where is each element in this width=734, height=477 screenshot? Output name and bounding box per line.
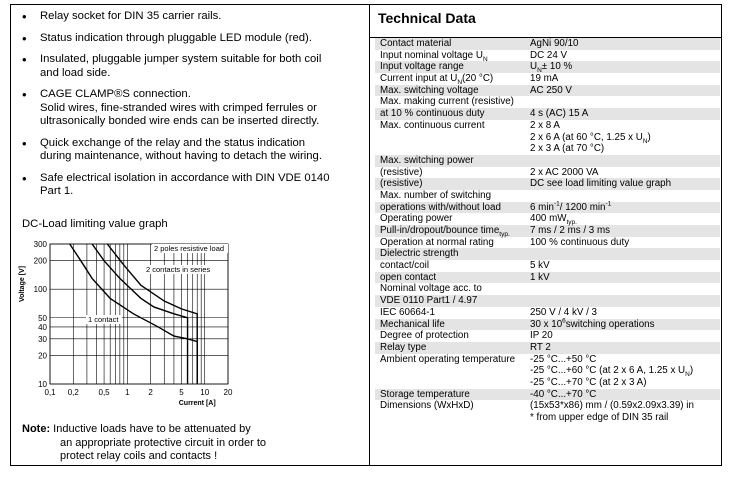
technical-data-table [375, 38, 720, 424]
spec-label [375, 412, 530, 424]
spec-row [375, 272, 720, 284]
y-axis-label: Voltage [V] [19, 265, 26, 303]
spec-row [375, 202, 720, 214]
y-tick-label: 20 [38, 351, 47, 361]
spec-label [375, 167, 530, 179]
spec-label [375, 120, 530, 132]
spec-text: Current input at U [380, 73, 458, 85]
x-axis-label: Current [A] [178, 400, 216, 407]
spec-value [530, 38, 720, 50]
technical-data-panel [375, 8, 720, 423]
spec-text: Degree of protection [380, 330, 469, 342]
spec-value [530, 377, 720, 389]
spec-row [375, 73, 720, 85]
spec-label [375, 307, 530, 319]
spec-row [375, 120, 720, 132]
spec-text: Max. continuous current [380, 119, 485, 131]
spec-row [375, 155, 720, 167]
spec-value [530, 213, 720, 225]
spec-label [375, 38, 530, 50]
spec-label [375, 354, 530, 366]
spec-text: Storage temperature [380, 388, 470, 400]
feature-line: • Safe electrical isolation in accordance with DIN VDE 0140 [40, 171, 330, 184]
feature-line: Solid wires, fine-stranded wires with crimped ferrules or [40, 101, 317, 114]
spec-text: 5 kV [530, 260, 550, 272]
spec-text: 1 kV [530, 271, 550, 283]
x-tick-label: 2 [148, 388, 153, 397]
spec-text: Operating power [380, 213, 453, 225]
spec-text: N [482, 55, 488, 63]
spec-value [530, 283, 720, 295]
spec-row [375, 225, 720, 237]
spec-row [375, 132, 720, 144]
spec-text: Relay type [380, 341, 427, 353]
spec-text: DC 24 V [530, 49, 568, 61]
spec-row [375, 237, 720, 249]
spec-text: 100 % continuous duty [530, 236, 630, 248]
spec-text: (15x53*x86) mm / (0.59x2.09x3.39) in [530, 400, 694, 412]
spec-row [375, 38, 720, 50]
spec-text: 7 ms / 2 ms / 3 ms [530, 225, 611, 236]
spec-row [375, 248, 720, 260]
spec-label [375, 85, 530, 97]
feature-item [22, 32, 362, 46]
graph-title: DC-Load limiting value graph [22, 218, 168, 230]
spec-value [530, 307, 720, 319]
spec-value [530, 389, 720, 401]
spec-text: switching operations [565, 318, 655, 330]
spec-text: N [537, 67, 542, 75]
spec-text: N [685, 371, 690, 379]
spec-label [375, 319, 530, 331]
spec-row [375, 412, 720, 424]
spec-row [375, 85, 720, 97]
spec-text: 400 mW [530, 213, 567, 225]
spec-text: open contact [380, 271, 437, 283]
spec-text: 6 min [530, 201, 554, 213]
spec-row [375, 178, 720, 190]
spec-text: at 10 % continuous duty [380, 108, 485, 120]
feature-line: Part 1. [40, 185, 74, 197]
feature-item [22, 88, 362, 129]
dc-load-graph [16, 236, 236, 416]
x-tick-label: 10 [200, 388, 210, 397]
spec-value [530, 132, 720, 144]
spec-label [375, 190, 530, 202]
spec-row [375, 365, 720, 377]
spec-text: Dimensions (WxHxD) [380, 400, 474, 412]
x-tick-label: 5 [179, 388, 184, 397]
spec-text: AgNi 90/10 [530, 38, 579, 49]
y-tick-label: 30 [38, 334, 47, 344]
spec-label [375, 283, 530, 295]
spec-text: ± 10 % [541, 61, 573, 73]
spec-value [530, 61, 720, 73]
column-divider [369, 4, 370, 466]
spec-text: -25 °C...+50 °C [530, 353, 597, 365]
spec-text: -1 [605, 200, 612, 208]
spec-text: DC see load limiting value graph [530, 178, 672, 190]
spec-text: contact/coil [380, 260, 430, 272]
spec-value [530, 108, 720, 120]
spec-label [375, 225, 530, 237]
y-tick-label: 50 [38, 313, 47, 323]
x-tick-label: 0,1 [44, 388, 56, 397]
spec-text: operations with/without load [380, 201, 501, 213]
spec-text: Nominal voltage acc. to [380, 283, 482, 295]
feature-line: • Relay socket for DIN 35 carrier rails. [40, 10, 222, 22]
spec-text: 250 V / 4 kV / 3 [530, 306, 597, 318]
spec-label [375, 202, 530, 214]
spec-row [375, 108, 720, 120]
series-label: 2 poles resistive load [154, 244, 225, 253]
spec-row [375, 283, 720, 295]
spec-text: Max. making current (resistive) [380, 96, 514, 108]
spec-label [375, 342, 530, 354]
spec-text: * from upper edge of DIN 35 rail [530, 412, 669, 423]
spec-text: (20 °C) [462, 73, 494, 85]
spec-text: ) [647, 131, 651, 143]
spec-text: / 1200 min [559, 201, 606, 213]
spec-label [375, 400, 530, 412]
x-tick-label: 1 [125, 388, 130, 397]
spec-value [530, 354, 720, 366]
spec-label [375, 213, 530, 225]
spec-text: Max. switching voltage [380, 84, 479, 96]
feature-item [22, 172, 362, 199]
spec-text: Dielectric strength [380, 248, 459, 260]
note-label: Note: [22, 423, 51, 435]
spec-text: N [642, 137, 648, 145]
spec-text: Input nominal voltage U [380, 49, 483, 61]
spec-text: Max. switching power [380, 154, 474, 166]
spec-row [375, 389, 720, 401]
spec-value [530, 225, 720, 237]
spec-text: RT 2 [530, 341, 551, 353]
feature-line: • Quick exchange of the relay and the status indication [40, 136, 306, 149]
x-tick-label: 20 [223, 388, 233, 397]
y-tick-label: 40 [38, 322, 47, 332]
spec-label [375, 377, 530, 389]
spec-text: 2 x AC 2000 VA [530, 166, 599, 178]
spec-label [375, 61, 530, 73]
series-label: 1 contact [88, 315, 119, 324]
spec-label [375, 272, 530, 284]
spec-text: IP 20 [530, 330, 553, 342]
spec-text: Operation at normal rating [380, 236, 494, 248]
spec-value [530, 272, 720, 284]
spec-text: AC 250 V [530, 84, 572, 96]
spec-row [375, 213, 720, 225]
spec-text: 2 x 3 A (at 70 °C) [530, 143, 605, 155]
feature-line: • Status indication through pluggable LED module (red). [40, 31, 312, 44]
spec-row [375, 295, 720, 307]
spec-text: -25 °C...+70 °C (at 2 x 3 A) [530, 376, 647, 388]
note-line-3: protect relay coils and contacts ! [60, 450, 218, 462]
spec-text: N [457, 79, 463, 87]
spec-text: Ambient operating temperature [380, 353, 516, 365]
spec-value [530, 330, 720, 342]
technical-data-title: Technical Data [378, 10, 476, 26]
spec-row [375, 342, 720, 354]
spec-value [530, 50, 720, 62]
feature-line: • Insulated, pluggable jumper system suitable for both coil [40, 53, 322, 65]
spec-row [375, 307, 720, 319]
spec-value [530, 155, 720, 167]
spec-text: typ. [566, 219, 577, 227]
feature-line: ultrasonically bonded wire ends can be inserted directly. [40, 115, 320, 127]
y-tick-label: 200 [33, 256, 47, 266]
note [22, 423, 362, 464]
spec-label [375, 237, 530, 249]
spec-value [530, 365, 720, 377]
spec-row [375, 143, 720, 155]
spec-value [530, 412, 720, 424]
spec-value [530, 73, 720, 85]
spec-row [375, 167, 720, 179]
spec-text: -40 °C...+70 °C [530, 388, 597, 400]
spec-label [375, 389, 530, 401]
spec-text: Contact material [380, 38, 452, 49]
spec-value [530, 237, 720, 249]
spec-text: Input voltage range [380, 61, 464, 73]
feature-list [22, 10, 362, 207]
spec-value [530, 96, 720, 108]
spec-value [530, 400, 720, 412]
feature-item [22, 53, 362, 80]
spec-value [530, 342, 720, 354]
spec-row [375, 377, 720, 389]
spec-label [375, 295, 530, 307]
spec-label [375, 365, 530, 377]
spec-text: 2 x 8 A [530, 119, 560, 131]
spec-label [375, 50, 530, 62]
spec-value [530, 120, 720, 132]
spec-text: 19 mA [530, 73, 559, 85]
spec-label [375, 132, 530, 144]
spec-text: -25 °C...+60 °C (at 2 x 6 A, 1.25 x U [530, 365, 686, 377]
spec-text: (resistive) [380, 178, 423, 190]
spec-row [375, 400, 720, 412]
spec-value [530, 260, 720, 272]
spec-label [375, 96, 530, 108]
spec-value [530, 167, 720, 179]
spec-text: Mechanical life [380, 318, 445, 330]
y-tick-label: 10 [38, 380, 47, 389]
spec-row [375, 319, 720, 331]
spec-text: (resistive) [380, 166, 423, 178]
spec-row [375, 260, 720, 272]
series-label: 2 contacts in series [146, 265, 211, 274]
x-tick-label: 0,2 [67, 388, 79, 397]
spec-row [375, 354, 720, 366]
feature-line: during maintenance, without having to detach the wiring. [40, 150, 322, 162]
spec-text: VDE 0110 Part1 / 4.97 [380, 295, 478, 307]
note-line-2: an appropriate protective circuit in order to [60, 436, 267, 449]
y-tick-label: 100 [33, 285, 47, 295]
feature-item [22, 137, 362, 164]
spec-text: 30 x 10 [530, 318, 563, 330]
spec-value [530, 143, 720, 155]
spec-value [530, 178, 720, 190]
spec-text: U [530, 61, 538, 73]
spec-text: Max. number of switching [380, 189, 492, 201]
spec-row [375, 96, 720, 108]
spec-label [375, 108, 530, 120]
spec-value [530, 248, 720, 260]
spec-label [375, 248, 530, 260]
spec-row [375, 50, 720, 62]
spec-label [375, 260, 530, 272]
spec-text: 6 [562, 317, 566, 325]
spec-text: 2 x 6 A (at 60 °C, 1.25 x U [530, 131, 643, 143]
spec-value [530, 85, 720, 97]
spec-text: Pull-in/dropout/bounce time [380, 225, 500, 236]
spec-row [375, 190, 720, 202]
spec-value [530, 319, 720, 331]
spec-text: ) [689, 365, 694, 377]
spec-label [375, 178, 530, 190]
spec-label [375, 73, 530, 85]
y-tick-label: 300 [33, 240, 47, 249]
spec-value [530, 202, 720, 214]
x-tick-label: 0,5 [98, 388, 110, 397]
spec-text: -1 [553, 200, 560, 208]
spec-text: 4 s (AC) 15 A [530, 108, 589, 120]
spec-text: IEC 60664-1 [380, 306, 436, 318]
note-line-1: Inductive loads have to be attenuated by [53, 423, 251, 435]
feature-line: and load side. [40, 66, 111, 79]
spec-label [375, 330, 530, 342]
spec-value [530, 295, 720, 307]
spec-row [375, 330, 720, 342]
spec-label [375, 143, 530, 155]
spec-row [375, 61, 720, 73]
feature-item [22, 10, 362, 24]
feature-line: • CAGE CLAMP®S connection. [40, 88, 191, 100]
spec-label [375, 155, 530, 167]
spec-text: typ. [499, 230, 510, 238]
